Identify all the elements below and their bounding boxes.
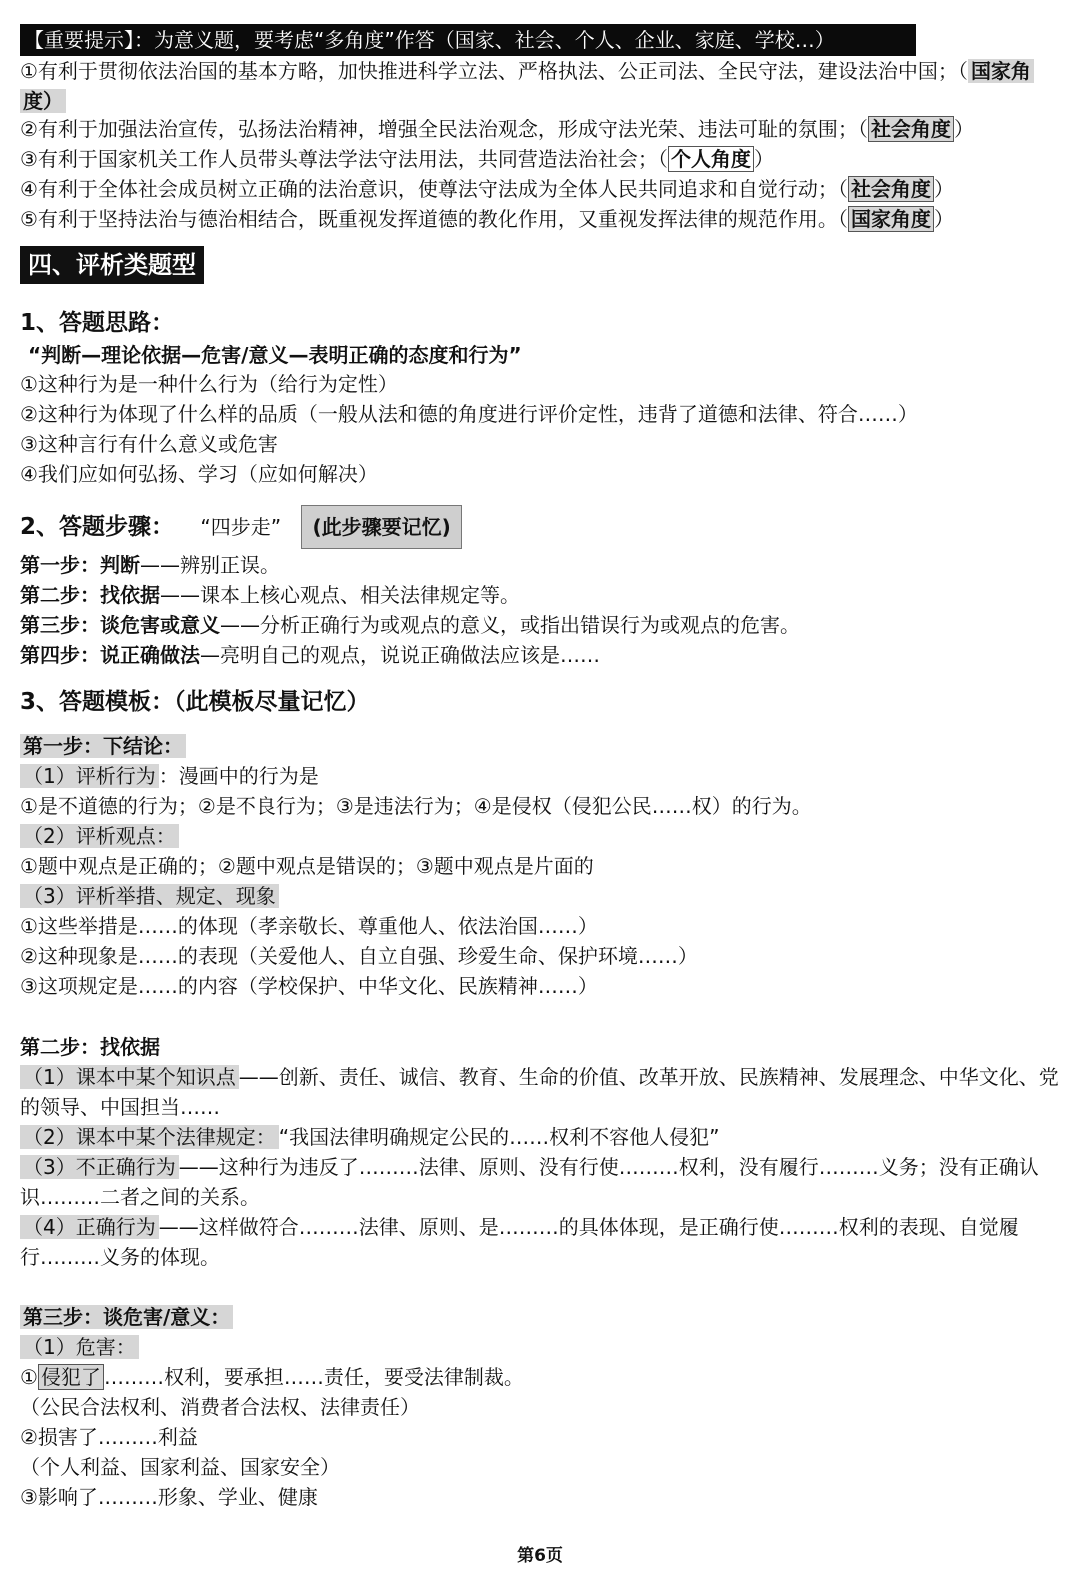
section-title: 四、评析类题型 bbox=[20, 246, 204, 284]
step3-line5: ③影响了………形象、学业、健康 bbox=[20, 1485, 318, 1509]
step1-sub2: （2）评析观点： bbox=[20, 824, 179, 848]
step3-line3: ②损害了………利益 bbox=[20, 1425, 198, 1449]
step2-item4: （4）正确行为 ——这样做符合………法律、原则、是………的具体体现，是正确行使………权利的表现、自觉履行………义务的体现。 bbox=[20, 1215, 1019, 1269]
meaning-item-5: ⑤有利于坚持法治与德治相结合，既重视发挥道德的教化作用，又重视发挥法律的规范作用。（ 国家角度 ） bbox=[20, 207, 954, 231]
angle-tag: 国家角 bbox=[968, 59, 1034, 83]
meaning-item-1: ①有利于贯彻依法治国的基本方略，加快推进科学立法、严格执法、公正司法、全民守法，建设法治中国；（ 国家角 度） bbox=[20, 56, 1060, 116]
step1-title: 第一步：下结论： bbox=[20, 734, 186, 758]
part1-item: ③这种言行有什么意义或危害 bbox=[20, 432, 278, 456]
part1-item: ④我们应如何弘扬、学习（应如何解决） bbox=[20, 462, 378, 486]
part1-item: ①这种行为是一种什么行为（给行为定性） bbox=[20, 372, 398, 396]
meaning-item-3: ③有利于国家机关工作人员带头尊法学法守法用法，共同营造法治社会；（ 个人角度 ） bbox=[20, 147, 774, 171]
part2-step: 第四步：说正确做法—亮明自己的观点，说说正确做法应该是…… bbox=[20, 643, 600, 667]
memorize-note: (此步骤要记忆) bbox=[301, 505, 461, 549]
part2-step: 第一步：判断——辨别正误。 bbox=[20, 553, 280, 577]
step1-sub3-item: ③这项规定是……的内容（学校保护、中华文化、民族精神……） bbox=[20, 974, 598, 998]
step2-item3: （3）不正确行为 ——这种行为违反了………法律、原则、没有行使………权利，没有履行………义务；没有正确认识………二者之间的关系。 bbox=[20, 1155, 1039, 1209]
step2-item1: （1）课本中某个知识点 ——创新、责任、诚信、教育、生命的价值、改革开放、民族精神、发展理念、中华文化、党的领导、中国担当…… bbox=[20, 1065, 1059, 1119]
step1-sub3-item: ①这些举措是……的体现（孝亲敬长、尊重他人、依法治国……） bbox=[20, 914, 598, 938]
step1-sub1-items: ①是不道德的行为；②是不良行为；③是违法行为；④是侵权（侵犯公民……权）的行为。 bbox=[20, 794, 812, 818]
step1-sub1: （1）评析行为 ：漫画中的行为是 bbox=[20, 761, 1060, 791]
part2-step: 第二步：找依据——课本上核心观点、相关法律规定等。 bbox=[20, 583, 520, 607]
angle-tag: 个人角度 bbox=[668, 146, 754, 172]
step1-sub3-row bbox=[20, 881, 1060, 911]
page-number: 第6页 bbox=[517, 1546, 563, 1566]
step3-line2: （公民合法权利、消费者合法权、法律责任） bbox=[20, 1395, 420, 1419]
part1-formula: “判断—理论依据—危害/意义—表明正确的态度和行为” bbox=[28, 343, 522, 367]
part1-heading: 1、答题思路： bbox=[20, 310, 175, 336]
step1-sub2-items: ①题中观点是正确的；②题中观点是错误的；③题中观点是片面的 bbox=[20, 854, 594, 878]
step3-title: 第三步：谈危害/意义： bbox=[20, 1305, 233, 1329]
part2-heading: 2、答题步骤： bbox=[20, 514, 175, 540]
meaning-item-4: ④有利于全体社会成员树立正确的法治意识，使尊法守法成为全体人民共同追求和自觉行动；（ 社会角度 ） bbox=[20, 177, 954, 201]
angle-tag: 社会角度 bbox=[848, 176, 934, 202]
step1-sub2-row bbox=[20, 821, 1060, 851]
step1-sub3: （3）评析举措、规定、现象 bbox=[20, 884, 279, 908]
part2-step: 第三步：谈危害或意义——分析正确行为或观点的意义，或指出错误行为或观点的危害。 bbox=[20, 613, 800, 637]
step3-line1: ① 侵犯了 ………权利，要承担……责任，要受法律制裁。 bbox=[20, 1365, 524, 1389]
step2-title: 第二步：找依据 bbox=[20, 1035, 160, 1059]
step3-sub1: （1）危害： bbox=[20, 1335, 139, 1359]
step1-sub3-item: ②这种现象是……的表现（关爱他人、自立自强、珍爱生命、保护环境……） bbox=[20, 944, 698, 968]
step2-item2: （2）课本中某个法律规定： “我国法律明确规定公民的……权利不容他人侵犯” bbox=[20, 1122, 1060, 1152]
step1-title-row bbox=[20, 731, 1060, 761]
angle-tag: 社会角度 bbox=[868, 116, 954, 142]
part2-heading-row bbox=[20, 505, 1060, 549]
step3-title-row bbox=[20, 1302, 1060, 1332]
part2-subtitle: “四步走” bbox=[200, 515, 282, 539]
meaning-item-2: ②有利于加强法治宣传，弘扬法治精神，增强全民法治观念，形成守法光荣、违法可耻的氛围；（ 社会角度 ） bbox=[20, 117, 974, 141]
step3-sub1-row bbox=[20, 1332, 1060, 1362]
important-notice-bar: 【重要提示】：为意义题，要考虑“多角度”作答（国家、社会、个人、企业、家庭、学校…） bbox=[20, 24, 916, 56]
angle-tag: 国家角度 bbox=[848, 206, 934, 232]
angle-tag-tail: 度） bbox=[20, 89, 66, 113]
part3-heading: 3、答题模板：（此模板尽量记忆） bbox=[20, 689, 370, 715]
step3-line4: （个人利益、国家利益、国家安全） bbox=[20, 1455, 340, 1479]
part1-item: ②这种行为体现了什么样的品质（一般从法和德的角度进行评价定性，违背了道德和法律、符合……） bbox=[20, 402, 918, 426]
